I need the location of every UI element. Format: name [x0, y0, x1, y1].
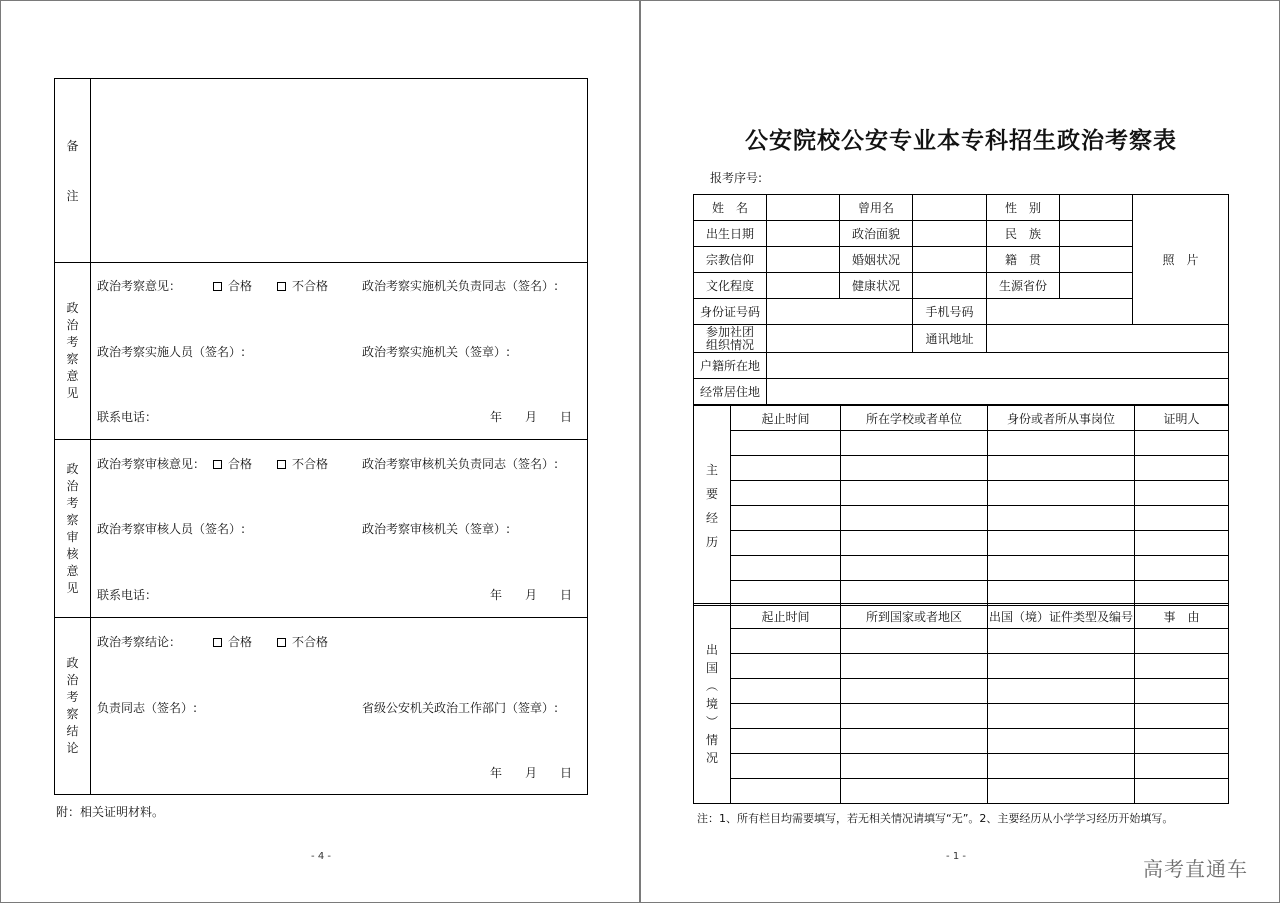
abroad-cell[interactable] [1135, 629, 1229, 654]
abroad-header-country: 所到国家或者地区 [841, 604, 988, 629]
abroad-cell[interactable] [731, 654, 841, 679]
experience-cell[interactable] [1135, 556, 1229, 581]
political-status-field[interactable] [913, 221, 987, 247]
id-number-field[interactable] [767, 299, 913, 325]
organizations-label: 参加社团 组织情况 [694, 325, 767, 353]
experience-row [694, 581, 1229, 606]
right-page-number: - 1 - [946, 851, 966, 862]
experience-cell[interactable] [841, 506, 988, 531]
education-field[interactable] [767, 273, 840, 299]
organizations-field[interactable] [767, 325, 913, 353]
opinion-section-label: 政 治 考 察 意 见 [66, 301, 79, 400]
conclusion-month: 月 [525, 766, 538, 780]
left-page [0, 0, 640, 903]
experience-cell[interactable] [1135, 506, 1229, 531]
marital-status-field[interactable] [913, 247, 987, 273]
abroad-cell[interactable] [988, 679, 1135, 704]
checkbox-icon[interactable] [213, 460, 222, 469]
abroad-header-period: 起止时间 [731, 604, 841, 629]
experience-row [694, 506, 1229, 531]
former-name-label: 曾用名 [840, 195, 913, 221]
opinion-month: 月 [525, 410, 538, 424]
abroad-cell[interactable] [841, 754, 988, 779]
residence-field[interactable] [767, 379, 1229, 405]
opinion-fail-option[interactable]: 不合格 [277, 279, 328, 293]
abroad-cell[interactable] [1135, 679, 1229, 704]
abroad-cell[interactable] [1135, 729, 1229, 754]
opinion-year: 年 [490, 410, 503, 424]
conclusion-section-label: 政 治 考 察 结 论 [66, 656, 79, 755]
political-status-label: 政治面貌 [840, 221, 913, 247]
experience-cell[interactable] [841, 456, 988, 481]
abroad-cell[interactable] [841, 629, 988, 654]
review-head-sign: 政治考察审核机关负责同志（签名）: [362, 457, 559, 471]
checkbox-icon[interactable] [277, 638, 286, 647]
experience-cell[interactable] [988, 581, 1135, 606]
review-org-seal: 政治考察审核机关（签章）: [362, 522, 511, 536]
review-month: 月 [525, 588, 538, 602]
opinion-day: 日 [560, 410, 573, 424]
health-field[interactable] [913, 273, 987, 299]
hukou-label: 户籍所在地 [694, 353, 767, 379]
checkbox-icon[interactable] [277, 282, 286, 291]
review-phone: 联系电话： [97, 588, 158, 602]
experience-cell[interactable] [1135, 431, 1229, 456]
gender-label: 性 别 [987, 195, 1060, 221]
conclusion-year: 年 [490, 766, 503, 780]
abroad-cell[interactable] [841, 704, 988, 729]
abroad-cell[interactable] [731, 729, 841, 754]
review-day: 日 [560, 588, 573, 602]
experience-cell[interactable] [988, 531, 1135, 556]
abroad-row [694, 729, 1229, 754]
experience-cell[interactable] [988, 506, 1135, 531]
experience-row [694, 531, 1229, 556]
experience-cell[interactable] [731, 556, 841, 581]
conclusion-label: 政治考察结论： [97, 635, 182, 649]
experience-table [693, 405, 1229, 606]
photo-box[interactable]: 照 片 [1133, 195, 1229, 325]
experience-cell[interactable] [731, 456, 841, 481]
checkbox-icon[interactable] [213, 638, 222, 647]
native-place-field[interactable] [1060, 247, 1133, 273]
remarks-field[interactable] [91, 79, 588, 262]
opinion-phone: 联系电话： [97, 410, 158, 424]
review-staff-sign: 政治考察审核人员（签名）: [97, 522, 246, 536]
checkbox-icon[interactable] [277, 460, 286, 469]
experience-cell[interactable] [1135, 581, 1229, 606]
mobile-label: 手机号码 [913, 299, 987, 325]
abroad-cell[interactable] [988, 654, 1135, 679]
review-year: 年 [490, 588, 503, 602]
experience-cell[interactable] [988, 456, 1135, 481]
birth-date-field[interactable] [767, 221, 840, 247]
religion-label: 宗教信仰 [694, 247, 767, 273]
abroad-row [694, 779, 1229, 804]
address-label: 通讯地址 [913, 325, 987, 353]
experience-section-label: 主 要 经 历 [694, 406, 731, 606]
abroad-cell[interactable] [988, 779, 1135, 804]
opinion-org-seal: 政治考察实施机关（签章）: [362, 345, 511, 359]
left-page-number: - 4 - [311, 851, 331, 862]
abroad-header-document: 出国（境）证件类型及编号 [988, 604, 1135, 629]
experience-cell[interactable] [988, 556, 1135, 581]
abroad-cell[interactable] [1135, 704, 1229, 729]
experience-header-witness: 证明人 [1135, 406, 1229, 431]
education-label: 文化程度 [694, 273, 767, 299]
abroad-cell[interactable] [731, 754, 841, 779]
review-pass-option[interactable]: 合格 [213, 457, 252, 471]
gender-field[interactable] [1060, 195, 1133, 221]
experience-cell[interactable] [1135, 481, 1229, 506]
abroad-cell[interactable] [731, 779, 841, 804]
abroad-section-label: 出 国 ︵ 境 ︶ 情 况 [694, 604, 731, 804]
ethnicity-label: 民 族 [987, 221, 1060, 247]
serial-number-label: 报考序号: [710, 171, 763, 185]
review-fail-option[interactable]: 不合格 [277, 457, 328, 471]
experience-row [694, 481, 1229, 506]
remarks-label: 备 注 [66, 139, 79, 203]
abroad-table [693, 603, 1229, 804]
abroad-row [694, 704, 1229, 729]
checkbox-icon[interactable] [213, 282, 222, 291]
abroad-cell[interactable] [731, 704, 841, 729]
abroad-cell[interactable] [1135, 779, 1229, 804]
experience-cell[interactable] [731, 431, 841, 456]
abroad-row [694, 754, 1229, 779]
experience-header-school: 所在学校或者单位 [841, 406, 988, 431]
birth-date-label: 出生日期 [694, 221, 767, 247]
abroad-cell[interactable] [841, 729, 988, 754]
abroad-cell[interactable] [988, 754, 1135, 779]
right-page [640, 0, 1280, 903]
opinion-head-sign: 政治考察实施机关负责同志（签名）: [362, 279, 559, 293]
abroad-row [694, 654, 1229, 679]
opinion-label: 政治考察意见： [97, 279, 182, 293]
watermark-text: 高考直通车 [1143, 857, 1248, 881]
experience-header-position: 身份或者所从事岗位 [988, 406, 1135, 431]
religion-field[interactable] [767, 247, 840, 273]
conclusion-org-seal: 省级公安机关政治工作部门（签章）: [362, 701, 559, 715]
experience-cell[interactable] [1135, 531, 1229, 556]
mobile-field[interactable] [987, 299, 1133, 325]
id-number-label: 身份证号码 [694, 299, 767, 325]
abroad-cell[interactable] [731, 679, 841, 704]
abroad-row [694, 679, 1229, 704]
marital-status-label: 婚姻状况 [840, 247, 913, 273]
experience-row [694, 431, 1229, 456]
former-name-field[interactable] [913, 195, 987, 221]
form-title: 公安院校公安专业本专科招生政治考察表 [745, 127, 1177, 154]
experience-cell[interactable] [841, 431, 988, 456]
origin-province-field[interactable] [1060, 273, 1133, 299]
experience-cell[interactable] [731, 506, 841, 531]
abroad-cell[interactable] [841, 779, 988, 804]
experience-cell[interactable] [841, 531, 988, 556]
conclusion-fail-option[interactable]: 不合格 [277, 635, 328, 649]
experience-row [694, 456, 1229, 481]
experience-cell[interactable] [841, 481, 988, 506]
experience-cell[interactable] [731, 581, 841, 606]
left-form-table [54, 78, 588, 795]
footnote: 注：1、所有栏目均需要填写，若无相关情况请填写“无”。2、主要经历从小学学习经历开始填写。 [697, 812, 1174, 825]
abroad-cell[interactable] [731, 629, 841, 654]
abroad-cell[interactable] [1135, 654, 1229, 679]
abroad-cell[interactable] [988, 629, 1135, 654]
native-place-label: 籍 贯 [987, 247, 1060, 273]
residence-label: 经常居住地 [694, 379, 767, 405]
experience-header-period: 起止时间 [731, 406, 841, 431]
attachment-note: 附：相关证明材料。 [56, 805, 165, 819]
conclusion-head-sign: 负责同志（签名）: [97, 701, 198, 715]
abroad-cell[interactable] [988, 729, 1135, 754]
address-field[interactable] [987, 325, 1229, 353]
experience-cell[interactable] [731, 481, 841, 506]
experience-row [694, 556, 1229, 581]
conclusion-pass-option[interactable]: 合格 [213, 635, 252, 649]
conclusion-day: 日 [560, 766, 573, 780]
abroad-cell[interactable] [988, 704, 1135, 729]
opinion-staff-sign: 政治考察实施人员（签名）: [97, 345, 246, 359]
abroad-row [694, 629, 1229, 654]
experience-cell[interactable] [988, 431, 1135, 456]
experience-cell[interactable] [731, 531, 841, 556]
review-section-label: 政 治 考 察 审 核 意 见 [66, 461, 79, 595]
abroad-cell[interactable] [1135, 754, 1229, 779]
hukou-field[interactable] [767, 353, 1229, 379]
experience-cell[interactable] [841, 556, 988, 581]
experience-cell[interactable] [988, 481, 1135, 506]
ethnicity-field[interactable] [1060, 221, 1133, 247]
name-field[interactable] [767, 195, 840, 221]
origin-province-label: 生源省份 [987, 273, 1060, 299]
abroad-header-reason: 事 由 [1135, 604, 1229, 629]
review-label: 政治考察审核意见： [97, 457, 206, 471]
experience-cell[interactable] [841, 581, 988, 606]
health-label: 健康状况 [840, 273, 913, 299]
abroad-cell[interactable] [841, 679, 988, 704]
name-label: 姓 名 [694, 195, 767, 221]
opinion-pass-option[interactable]: 合格 [213, 279, 252, 293]
experience-cell[interactable] [1135, 456, 1229, 481]
basic-info-table [693, 194, 1229, 405]
abroad-cell[interactable] [841, 654, 988, 679]
